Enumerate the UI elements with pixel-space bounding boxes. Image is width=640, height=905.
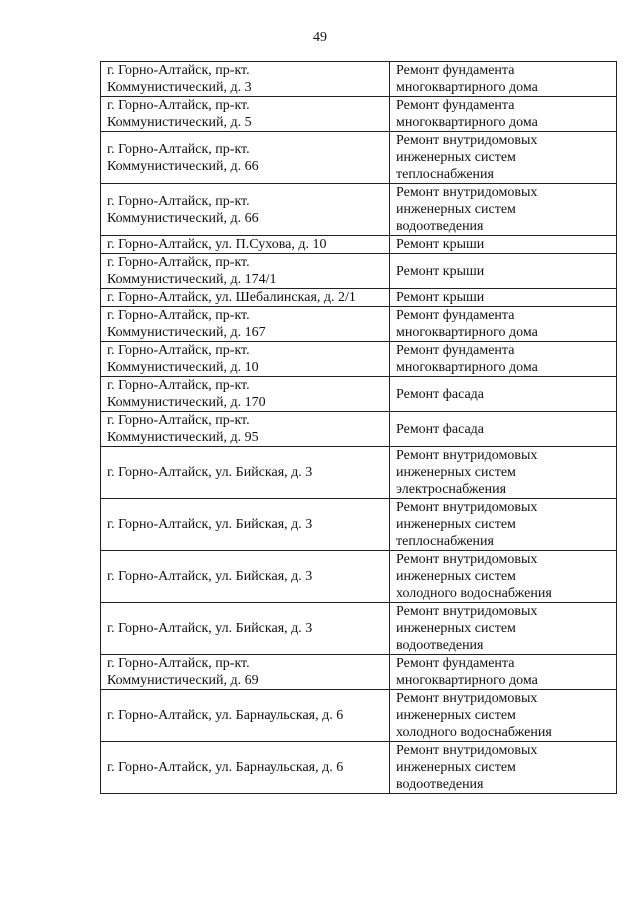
work-type-cell xyxy=(390,690,617,742)
work-type-line: инженерных систем xyxy=(396,621,516,636)
work-type-line: Ремонт фундамента xyxy=(396,656,515,671)
table-row xyxy=(101,742,617,794)
address-line: г. Горно-Алтайск, ул. Бийская, д. 3 xyxy=(107,465,313,480)
work-type-cell xyxy=(390,377,617,412)
work-type-line: инженерных систем xyxy=(396,202,516,217)
work-type-cell xyxy=(390,412,617,447)
work-type-line: теплоснабжения xyxy=(396,167,494,182)
address-cell xyxy=(101,342,390,377)
work-type-line: Ремонт фасада xyxy=(396,421,485,437)
work-type-line: водоотведения xyxy=(396,638,484,653)
work-type-cell xyxy=(390,236,617,254)
address-cell xyxy=(101,742,390,794)
address-line: г. Горно-Алтайск, ул. П.Сухова, д. 10 xyxy=(107,237,327,252)
table-row xyxy=(101,655,617,690)
work-type-cell xyxy=(390,447,617,499)
address-line: г. Горно-Алтайск, ул. Шебалинская, д. 2/1 xyxy=(107,290,356,305)
address-line: г. Горно-Алтайск, пр-кт. xyxy=(107,98,250,113)
address-line: Коммунистический, д. 95 xyxy=(107,430,259,445)
address-cell xyxy=(101,289,390,307)
address-line: г. Горно-Алтайск, пр-кт. xyxy=(107,193,250,209)
table-row xyxy=(101,184,617,236)
address-cell xyxy=(101,254,390,289)
work-type-line: многоквартирного дома xyxy=(396,325,538,340)
work-type-cell xyxy=(390,342,617,377)
work-type-line: Ремонт внутридомовых xyxy=(396,743,538,758)
work-type-cell xyxy=(390,184,617,236)
table-row xyxy=(101,254,617,289)
address-line: г. Горно-Алтайск, пр-кт. xyxy=(107,413,250,428)
table-row xyxy=(101,603,617,655)
address-line: г. Горно-Алтайск, пр-кт. xyxy=(107,141,250,157)
table-row xyxy=(101,499,617,551)
work-type-line: Ремонт фасада xyxy=(396,386,485,402)
work-type-line: Ремонт внутридомовых xyxy=(396,185,538,200)
table-row xyxy=(101,551,617,603)
work-type-line: Ремонт фундамента xyxy=(396,308,515,323)
table-row xyxy=(101,97,617,132)
address-line: Коммунистический, д. 167 xyxy=(107,325,266,340)
work-type-line: Ремонт внутридомовых xyxy=(396,133,538,148)
address-cell xyxy=(101,97,390,132)
address-line: г. Горно-Алтайск, пр-кт. xyxy=(107,656,250,671)
work-type-line: Ремонт внутридомовых xyxy=(396,552,538,567)
table-row xyxy=(101,690,617,742)
work-type-line: инженерных систем xyxy=(396,569,516,584)
work-type-line: Ремонт внутридомовых xyxy=(396,500,538,515)
work-type-line: холодного водоснабжения xyxy=(396,725,552,740)
address-cell xyxy=(101,132,390,184)
address-line: Коммунистический, д. 66 xyxy=(107,158,259,174)
work-type-line: инженерных систем xyxy=(396,465,516,480)
work-type-line: инженерных систем xyxy=(396,760,516,775)
work-type-line: инженерных систем xyxy=(396,708,516,723)
work-type-line: электроснабжения xyxy=(396,482,507,497)
work-type-line: Ремонт внутридомовых xyxy=(396,691,538,706)
work-type-line: многоквартирного дома xyxy=(396,673,538,688)
address-line: Коммунистический, д. 170 xyxy=(107,395,266,410)
work-type-line: теплоснабжения xyxy=(396,534,494,549)
address-cell xyxy=(101,412,390,447)
address-line: г. Горно-Алтайск, ул. Бийская, д. 3 xyxy=(107,569,313,584)
address-cell xyxy=(101,690,390,742)
address-line: Коммунистический, д. 10 xyxy=(107,360,259,375)
address-line: г. Горно-Алтайск, ул. Бийская, д. 3 xyxy=(107,621,313,636)
address-line: Коммунистический, д. 5 xyxy=(107,115,252,130)
repair-table xyxy=(100,61,617,794)
address-cell xyxy=(101,377,390,412)
address-line: г. Горно-Алтайск, пр-кт. xyxy=(107,378,250,393)
repair-table-body xyxy=(101,62,617,794)
work-type-line: многоквартирного дома xyxy=(396,360,538,375)
work-type-line: инженерных систем xyxy=(396,517,516,532)
table-row xyxy=(101,62,617,97)
address-cell xyxy=(101,236,390,254)
address-line: г. Горно-Алтайск, пр-кт. xyxy=(107,255,250,270)
work-type-cell xyxy=(390,499,617,551)
work-type-line: многоквартирного дома xyxy=(396,80,538,95)
work-type-cell xyxy=(390,742,617,794)
address-line: г. Горно-Алтайск, пр-кт. xyxy=(107,308,250,323)
work-type-line: холодного водоснабжения xyxy=(396,586,552,601)
work-type-line: Ремонт крыши xyxy=(396,263,485,279)
work-type-line: Ремонт фундамента xyxy=(396,63,515,78)
work-type-cell xyxy=(390,254,617,289)
table-row xyxy=(101,412,617,447)
work-type-line: Ремонт крыши xyxy=(396,290,485,305)
work-type-cell xyxy=(390,655,617,690)
address-cell xyxy=(101,447,390,499)
work-type-line: инженерных систем xyxy=(396,150,516,165)
address-line: Коммунистический, д. 66 xyxy=(107,210,259,226)
address-line: г. Горно-Алтайск, пр-кт. xyxy=(107,63,250,78)
address-line: Коммунистический, д. 69 xyxy=(107,673,259,688)
work-type-line: многоквартирного дома xyxy=(396,115,538,130)
table-row xyxy=(101,289,617,307)
table-row xyxy=(101,132,617,184)
work-type-cell xyxy=(390,603,617,655)
work-type-cell xyxy=(390,62,617,97)
table-row xyxy=(101,447,617,499)
work-type-line: Ремонт фундамента xyxy=(396,98,515,113)
table-row xyxy=(101,377,617,412)
address-cell xyxy=(101,62,390,97)
table-row xyxy=(101,307,617,342)
work-type-cell xyxy=(390,551,617,603)
work-type-cell xyxy=(390,307,617,342)
table-row xyxy=(101,342,617,377)
address-line: Коммунистический, д. 3 xyxy=(107,80,252,95)
work-type-line: Ремонт внутридомовых xyxy=(396,604,538,619)
address-line: г. Горно-Алтайск, ул. Барнаульская, д. 6 xyxy=(107,760,344,775)
address-line: г. Горно-Алтайск, ул. Бийская, д. 3 xyxy=(107,517,313,532)
work-type-cell xyxy=(390,132,617,184)
address-cell xyxy=(101,655,390,690)
work-type-line: водоотведения xyxy=(396,219,484,234)
address-cell xyxy=(101,551,390,603)
address-cell xyxy=(101,603,390,655)
work-type-cell xyxy=(390,97,617,132)
work-type-line: Ремонт крыши xyxy=(396,237,485,252)
address-cell xyxy=(101,499,390,551)
work-type-line: Ремонт фундамента xyxy=(396,343,515,358)
address-line: г. Горно-Алтайск, ул. Барнаульская, д. 6 xyxy=(107,708,344,723)
work-type-line: Ремонт внутридомовых xyxy=(396,448,538,463)
page-number: 49 xyxy=(313,30,327,45)
address-line: г. Горно-Алтайск, пр-кт. xyxy=(107,343,250,358)
address-line: Коммунистический, д. 174/1 xyxy=(107,272,277,287)
work-type-line: водоотведения xyxy=(396,777,484,792)
table-row xyxy=(101,236,617,254)
address-cell xyxy=(101,184,390,236)
address-cell xyxy=(101,307,390,342)
work-type-cell xyxy=(390,289,617,307)
